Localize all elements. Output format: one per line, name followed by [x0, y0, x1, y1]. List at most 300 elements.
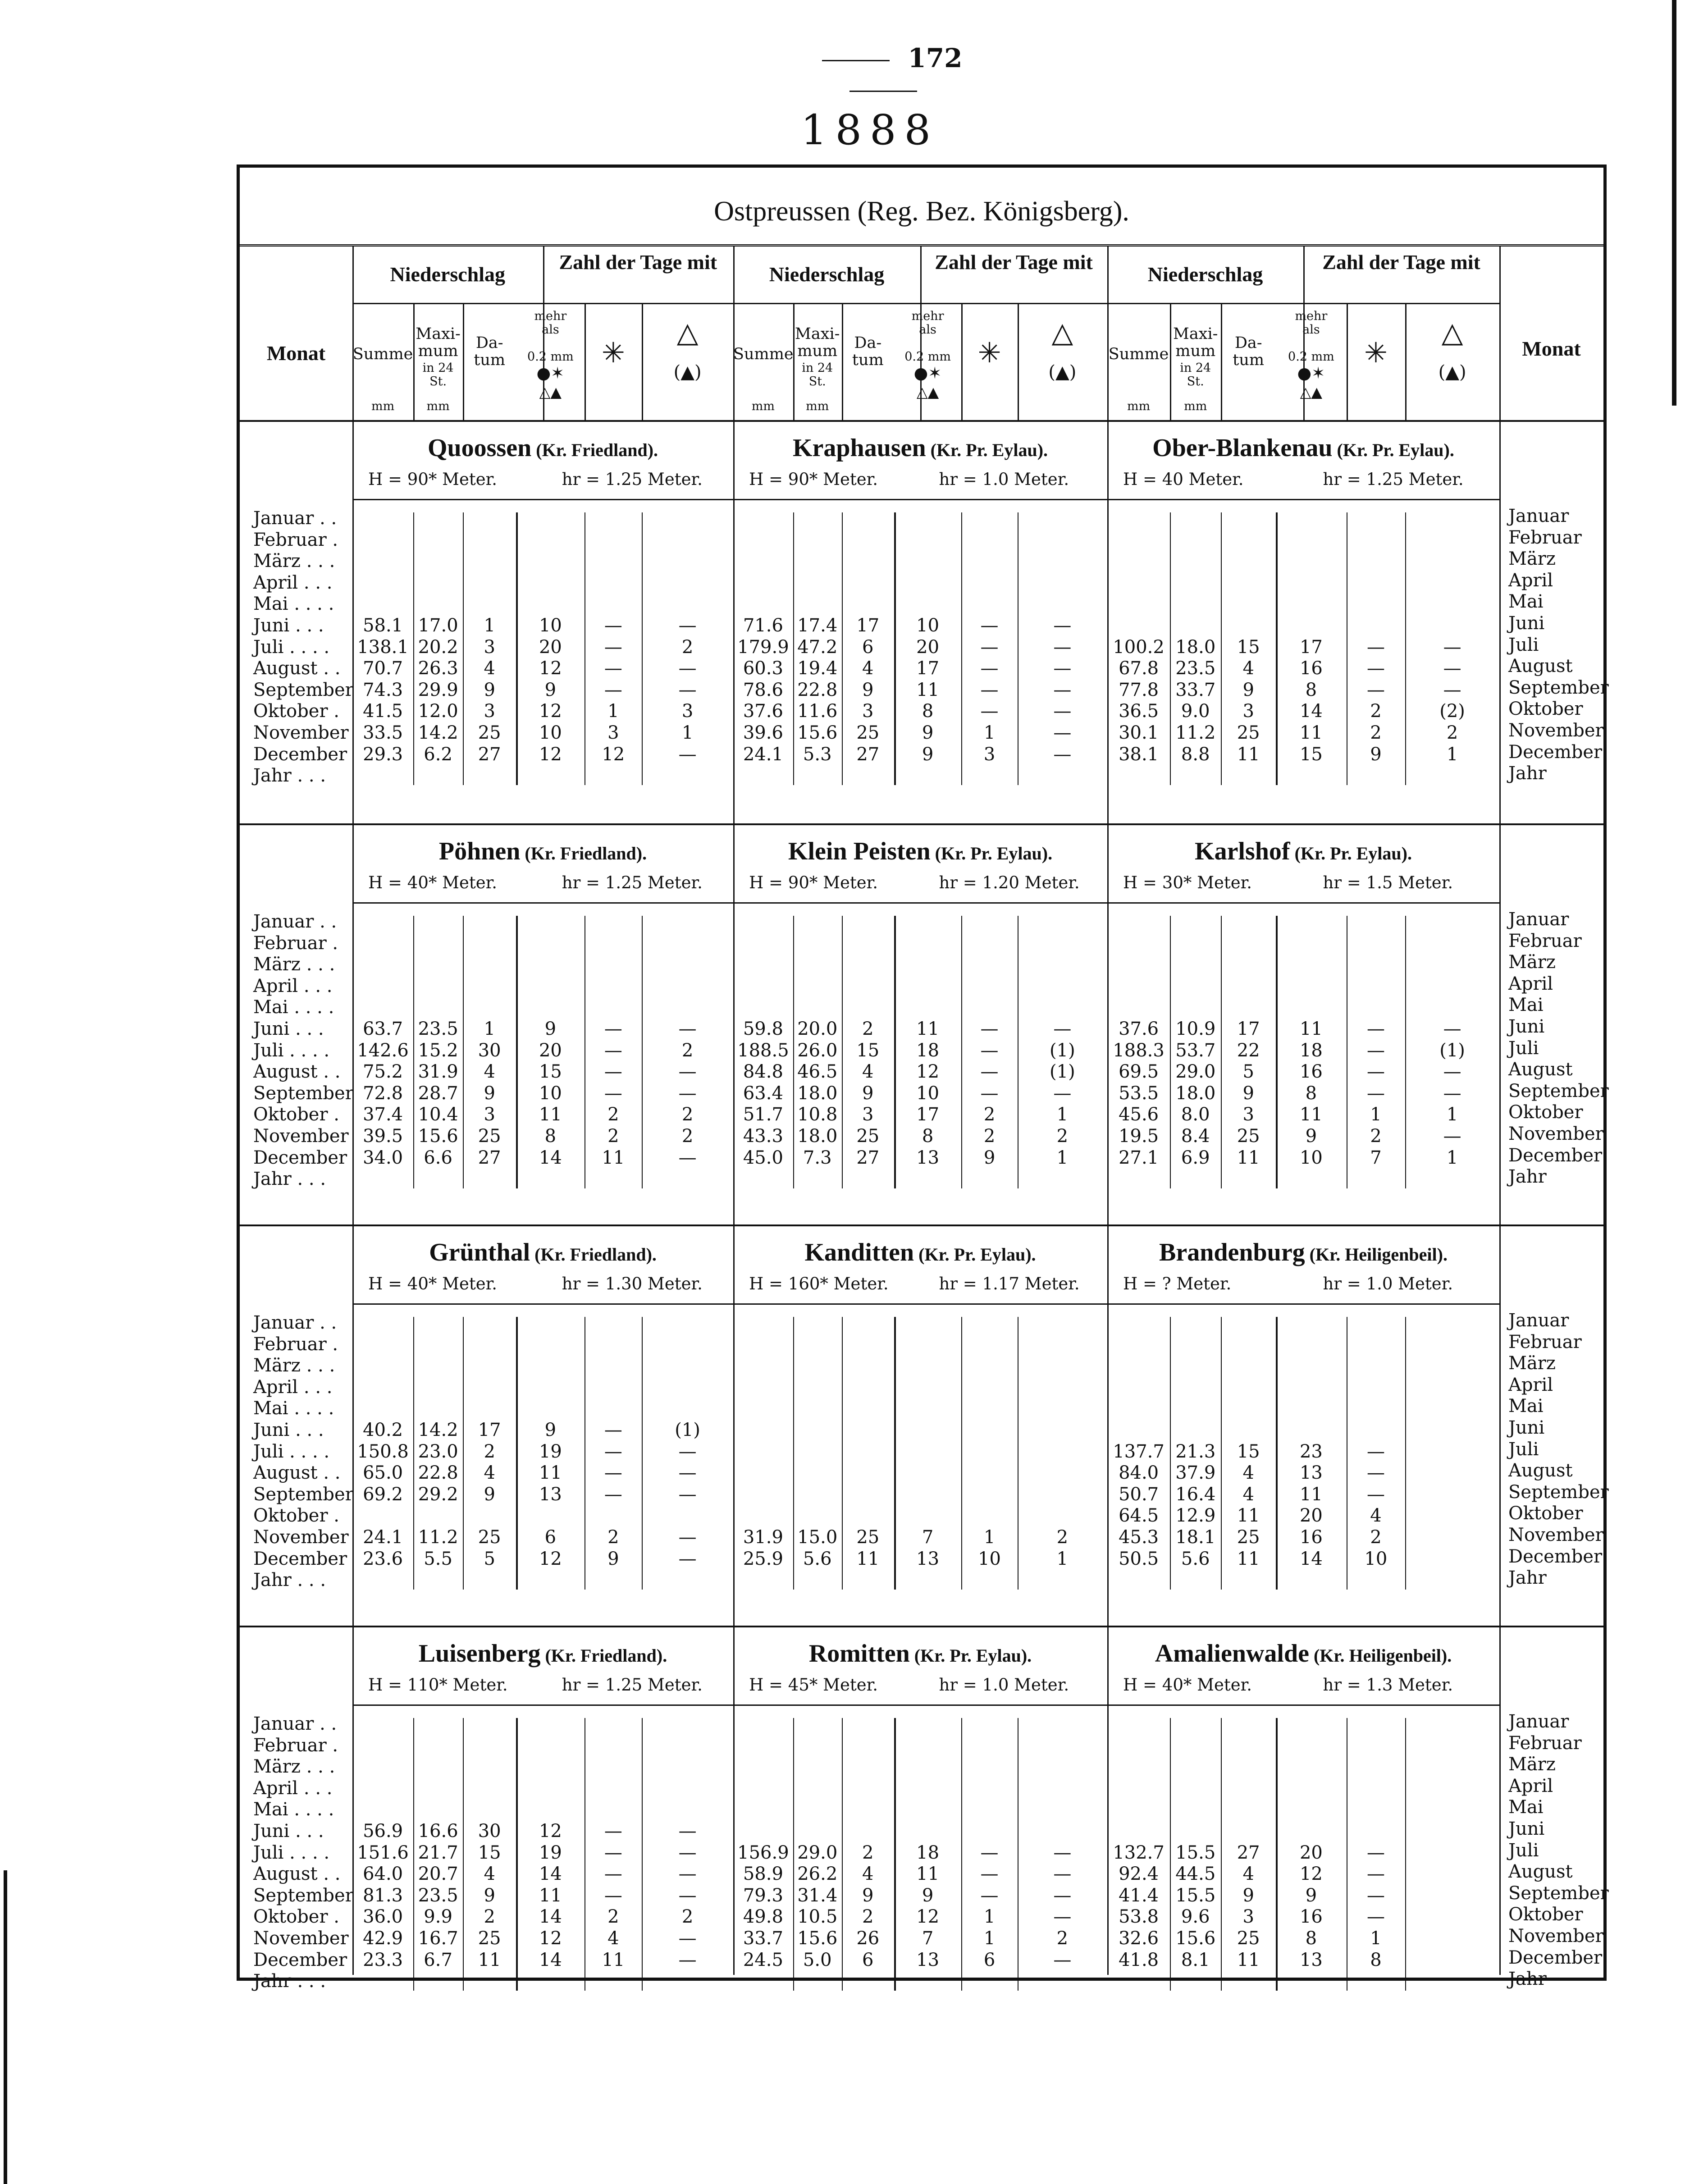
table-cell: 33.7: [1175, 679, 1216, 700]
table-cell: [1276, 1355, 1347, 1377]
table-cell: 41.5: [363, 701, 403, 722]
station-name: [352, 1238, 733, 1267]
table-cell: [1276, 1992, 1347, 2014]
month-label: November: [253, 1526, 349, 1548]
table-cell: 9: [484, 679, 495, 700]
table-cell: [1405, 1549, 1499, 1570]
table-cell: —: [1366, 1441, 1385, 1462]
table-cell: [842, 1570, 894, 1591]
table-cell: [733, 976, 793, 997]
table-cell: [894, 530, 961, 551]
table-cell: [1018, 997, 1107, 1019]
table-cell: —: [604, 1820, 622, 1841]
table-cell: 77.8: [1119, 679, 1159, 700]
table-cell: 22: [1237, 1040, 1260, 1061]
table-cell: 11: [856, 1548, 880, 1569]
station-kreis: [540, 1645, 545, 1666]
table-cell: [961, 933, 1018, 955]
summe-column: [733, 1312, 793, 1613]
table-cell: [1405, 976, 1499, 997]
table-cell: [352, 1355, 413, 1377]
table-cell: 1: [1446, 1104, 1458, 1125]
table-cell: [585, 1778, 642, 1800]
month-label: Mai: [1508, 995, 1544, 1016]
table-cell: [1107, 1591, 1170, 1613]
table-cell: [463, 933, 516, 955]
table-cell: 13: [916, 1949, 940, 1970]
table-cell: 15.6: [797, 1928, 838, 1949]
table-cell: [1276, 530, 1347, 551]
table-cell: [1221, 1398, 1276, 1420]
climate-table: [237, 164, 1609, 1992]
table-cell: [516, 1713, 585, 1735]
table-cell: —: [980, 679, 999, 700]
table-cell: 27.1: [1119, 1147, 1159, 1168]
table-cell: [1405, 911, 1499, 933]
table-cell: [1107, 572, 1170, 594]
table-cell: [642, 1355, 733, 1377]
table-cell: 15: [1299, 744, 1323, 765]
table-cell: [413, 1778, 463, 1800]
month-labels-right: [1508, 1711, 1609, 1990]
table-cell: [1405, 615, 1499, 637]
table-cell: —: [980, 658, 999, 679]
table-cell: (1): [1050, 1061, 1075, 1083]
table-cell: [352, 1505, 413, 1527]
table-cell: 31.9: [418, 1061, 458, 1083]
table-cell: 27: [478, 1147, 501, 1168]
table-cell: 2: [1056, 1928, 1069, 1949]
table-cell: 27: [856, 1147, 880, 1168]
table-cell: [1018, 508, 1107, 530]
table-cell: 156.9: [737, 1842, 789, 1863]
table-cell: 26.0: [797, 1040, 838, 1061]
station-title: Ober-Blankenau: [1152, 434, 1333, 462]
table-cell: [352, 911, 413, 933]
zahl-tage-header: Zahl der Tage mit: [559, 251, 717, 274]
mehr-als-header: mehr als: [534, 309, 567, 337]
table-cell: 9: [1305, 1885, 1317, 1906]
table-cell: 8.1: [1181, 1949, 1210, 1970]
rain-column: [894, 508, 961, 808]
station-kreis: (Kr. Pr. Eylau).: [914, 1645, 1032, 1666]
month-label: April . . .: [253, 572, 333, 593]
table-cell: [516, 1505, 585, 1527]
table-cell: 11: [916, 679, 940, 700]
table-cell: [1347, 551, 1406, 572]
table-cell: [842, 933, 894, 955]
table-cell: 60.3: [743, 658, 783, 679]
table-cell: 25.9: [743, 1548, 783, 1569]
rain-column: [1276, 508, 1347, 808]
month-label: April: [1508, 1775, 1553, 1796]
table-cell: [585, 1799, 642, 1821]
table-cell: 2: [1056, 1526, 1069, 1548]
table-cell: 25: [478, 1928, 501, 1949]
station-name: [1107, 1238, 1499, 1267]
station-height: H = 110* Meter.: [368, 1675, 508, 1695]
table-cell: [1170, 1570, 1221, 1591]
table-cell: 11: [539, 1104, 562, 1125]
table-cell: 3: [484, 636, 495, 658]
table-cell: 15: [1237, 636, 1260, 658]
table-cell: [463, 572, 516, 594]
table-cell: 3: [1242, 701, 1254, 722]
table-cell: [733, 997, 793, 1019]
table-cell: 8.0: [1181, 1104, 1210, 1125]
table-cell: [733, 1971, 793, 1992]
table-cell: [793, 911, 842, 933]
table-cell: [585, 530, 642, 551]
table-cell: 9: [607, 1548, 619, 1569]
table-cell: —: [1366, 1484, 1385, 1505]
table-cell: [1018, 1355, 1107, 1377]
table-cell: [642, 911, 733, 933]
table-cell: [463, 1778, 516, 1800]
table-cell: —: [1053, 1842, 1072, 1863]
table-cell: [352, 997, 413, 1019]
table-cell: [516, 787, 585, 809]
month-label: August: [1508, 656, 1573, 677]
table-cell: 20: [916, 636, 940, 658]
table-cell: [961, 551, 1018, 572]
table-cell: 3: [1242, 1104, 1254, 1125]
table-cell: 46.5: [797, 1061, 838, 1083]
station-kreis: [520, 843, 525, 864]
table-cell: [1347, 954, 1406, 976]
table-cell: 6: [862, 1949, 874, 1970]
table-cell: —: [980, 1842, 999, 1863]
table-cell: [1107, 1190, 1170, 1212]
table-cell: [1221, 1799, 1276, 1821]
table-cell: 31.4: [797, 1885, 838, 1906]
table-cell: [585, 997, 642, 1019]
month-label: Oktober: [1508, 1503, 1583, 1524]
table-cell: —: [604, 658, 622, 679]
table-cell: [352, 1377, 413, 1398]
table-cell: [1018, 1312, 1107, 1334]
table-cell: —: [678, 1928, 697, 1949]
table-cell: [733, 1441, 793, 1463]
table-cell: [1170, 1756, 1221, 1778]
table-cell: 78.6: [743, 679, 783, 700]
subheader-line: [1107, 303, 1499, 304]
table-cell: [894, 976, 961, 997]
table-cell: [894, 551, 961, 572]
table-cell: 25: [478, 1125, 501, 1147]
table-cell: [463, 1190, 516, 1212]
table-cell: [1405, 1735, 1499, 1757]
table-cell: [413, 1312, 463, 1334]
block-divider: [240, 823, 1603, 825]
table-cell: 132.7: [1113, 1842, 1165, 1863]
datum-header: Da- tum: [1233, 334, 1265, 369]
max-column: [413, 508, 463, 808]
table-cell: 38.1: [1119, 744, 1159, 765]
table-cell: [1170, 530, 1221, 551]
table-cell: [1405, 1713, 1499, 1735]
table-cell: [352, 1778, 413, 1800]
month-label: Februar: [1508, 1331, 1582, 1352]
table-cell: 2: [607, 1526, 619, 1548]
table-cell: [352, 954, 413, 976]
table-cell: [733, 594, 793, 615]
table-cell: 8.8: [1181, 744, 1210, 765]
month-label: Jahr . . .: [253, 1971, 326, 1992]
table-cell: [894, 954, 961, 976]
table-cell: 16.7: [418, 1928, 458, 1949]
table-cell: 23.0: [418, 1441, 458, 1462]
table-cell: [793, 572, 842, 594]
table-cell: —: [678, 1526, 697, 1548]
datum-column: [842, 1312, 894, 1613]
hail-paren-label: (▲): [1048, 362, 1077, 383]
table-cell: [1276, 1735, 1347, 1757]
table-cell: 12: [602, 744, 625, 765]
table-cell: [642, 1570, 733, 1591]
unit-mm: mm: [1127, 399, 1151, 413]
table-cell: 16.6: [418, 1820, 458, 1841]
table-cell: [585, 976, 642, 997]
table-cell: [1170, 1821, 1221, 1842]
table-cell: [1170, 594, 1221, 615]
month-label: Februar .: [253, 1735, 338, 1756]
table-cell: 5.0: [803, 1949, 832, 1970]
table-cell: 1: [607, 701, 619, 722]
table-cell: [1276, 976, 1347, 997]
table-cell: [961, 1398, 1018, 1420]
table-cell: [793, 1420, 842, 1441]
table-cell: 2: [1446, 722, 1458, 743]
hail-paren-label: (▲): [673, 362, 702, 383]
month-label: Juni: [1508, 1016, 1545, 1037]
table-cell: 29.9: [418, 679, 458, 700]
table-cell: [1221, 1713, 1276, 1735]
table-cell: [961, 1462, 1018, 1484]
table-cell: 8: [922, 701, 934, 722]
table-cell: [1405, 997, 1499, 1019]
station-kreis: [1290, 843, 1295, 864]
month-label: Juni . . .: [253, 1018, 324, 1039]
snowflake-icon: ✳: [1364, 336, 1388, 369]
table-cell: 9: [1242, 1083, 1254, 1104]
month-label: November: [253, 1125, 349, 1147]
table-cell: [516, 1377, 585, 1398]
table-cell: [516, 508, 585, 530]
table-cell: 4: [484, 658, 495, 679]
station-name: [1107, 434, 1499, 462]
table-cell: [413, 1735, 463, 1757]
table-cell: 9: [922, 1885, 934, 1906]
table-cell: —: [678, 1842, 697, 1863]
month-label: December: [1508, 1546, 1603, 1567]
table-cell: 5.5: [424, 1548, 452, 1569]
hail-triangles-icon: △▲: [916, 384, 939, 401]
table-cell: [1405, 1190, 1499, 1212]
table-cell: [1018, 911, 1107, 933]
table-cell: 9.9: [424, 1906, 452, 1928]
table-cell: [1276, 572, 1347, 594]
table-cell: 16: [1299, 1526, 1323, 1548]
table-cell: [894, 1462, 961, 1484]
table-cell: 13: [539, 1484, 562, 1505]
month-label: April: [1508, 973, 1553, 994]
table-cell: 4: [862, 658, 874, 679]
table-cell: [842, 1190, 894, 1212]
station-title: Pöhnen: [438, 837, 521, 865]
table-cell: [1405, 1778, 1499, 1800]
table-cell: 10.5: [797, 1906, 838, 1928]
table-cell: [585, 1377, 642, 1398]
table-cell: 65.0: [363, 1462, 403, 1484]
table-cell: [1405, 1169, 1499, 1190]
table-cell: 23.3: [363, 1949, 403, 1970]
table-cell: 45.0: [743, 1147, 783, 1168]
subheader-line: [733, 303, 1107, 304]
table-cell: —: [678, 1548, 697, 1569]
table-cell: [1018, 1971, 1107, 1992]
table-cell: 1: [1446, 744, 1458, 765]
table-cell: [463, 911, 516, 933]
table-cell: 11: [1299, 1484, 1323, 1505]
month-label: Januar . .: [253, 1713, 337, 1734]
summe-column: [1107, 911, 1170, 1211]
table-cell: 84.0: [1119, 1462, 1159, 1484]
table-cell: 71.6: [743, 615, 783, 636]
table-cell: 19.5: [1119, 1125, 1159, 1147]
table-cell: 1: [1056, 1548, 1069, 1569]
month-label: December: [1508, 741, 1603, 763]
table-cell: [1221, 594, 1276, 615]
table-cell: (1): [675, 1419, 700, 1440]
table-cell: 14: [539, 1147, 562, 1168]
table-cell: [1276, 1756, 1347, 1778]
table-cell: [585, 1169, 642, 1190]
in24-label: in 24 St.: [1180, 361, 1211, 388]
summe-column: [1107, 508, 1170, 808]
table-cell: [1107, 1169, 1170, 1190]
table-cell: 15.6: [1175, 1928, 1216, 1949]
table-cell: [961, 1591, 1018, 1613]
station-title: Amalienwalde: [1155, 1640, 1309, 1668]
table-cell: [1347, 933, 1406, 955]
table-cell: [1221, 1591, 1276, 1613]
table-cell: 3: [983, 744, 996, 765]
max-column: [1170, 508, 1221, 808]
table-cell: [413, 594, 463, 615]
table-cell: [1170, 508, 1221, 530]
table-cell: [585, 1756, 642, 1778]
table-cell: [793, 1778, 842, 1800]
table-cell: —: [1053, 1885, 1072, 1906]
station-kreis: (Kr. Pr. Eylau).: [935, 843, 1053, 864]
table-cell: [1221, 530, 1276, 551]
table-cell: —: [678, 1083, 697, 1104]
table-cell: [1107, 1971, 1170, 1992]
table-cell: 24.5: [743, 1949, 783, 1970]
table-cell: [793, 551, 842, 572]
table-cell: [463, 1799, 516, 1821]
table-cell: —: [1443, 636, 1461, 658]
table-cell: [1405, 1398, 1499, 1420]
unit-mm: mm: [371, 399, 395, 413]
table-cell: [1405, 1821, 1499, 1842]
table-cell: [463, 1591, 516, 1613]
rain-column: [894, 911, 961, 1211]
station-title: Karlshof: [1195, 837, 1290, 865]
table-cell: 9: [862, 1083, 874, 1104]
table-cell: 9: [484, 1083, 495, 1104]
snow-column: [961, 911, 1018, 1211]
table-cell: 6.2: [424, 744, 452, 765]
table-cell: —: [1366, 658, 1385, 679]
table-cell: [642, 1735, 733, 1757]
table-cell: [463, 1355, 516, 1377]
table-cell: 15.6: [418, 1125, 458, 1147]
table-cell: [961, 765, 1018, 787]
table-cell: [842, 954, 894, 976]
table-cell: [894, 1169, 961, 1190]
table-cell: 9: [862, 679, 874, 700]
table-cell: [1405, 1591, 1499, 1613]
table-cell: 49.8: [743, 1906, 783, 1928]
table-cell: [1405, 1842, 1499, 1864]
table-cell: [1347, 1190, 1406, 1212]
table-cell: [352, 787, 413, 809]
table-cell: [1170, 1355, 1221, 1377]
threshold-label: 0.2 mm: [904, 350, 951, 364]
table-cell: 17: [478, 1419, 501, 1440]
table-cell: [1170, 1334, 1221, 1356]
table-cell: [733, 530, 793, 551]
table-cell: [1276, 1570, 1347, 1591]
table-cell: [793, 508, 842, 530]
table-cell: —: [1443, 1125, 1461, 1147]
table-cell: [1276, 1799, 1347, 1821]
table-cell: [1018, 1441, 1107, 1463]
table-cell: [413, 508, 463, 530]
station-gauge-height: hr = 1.0 Meter.: [939, 470, 1069, 489]
table-cell: 15.0: [797, 1526, 838, 1548]
table-cell: [642, 1505, 733, 1527]
table-cell: [733, 1398, 793, 1420]
table-cell: [516, 1992, 585, 2014]
table-cell: 9: [544, 679, 557, 700]
table-cell: [793, 787, 842, 809]
table-cell: —: [678, 615, 697, 636]
month-label: Juni . . .: [253, 1820, 324, 1841]
datum-header: Da- tum: [474, 334, 506, 369]
table-cell: 1: [484, 615, 495, 636]
month-label: December: [253, 1949, 347, 1970]
month-label: März . . .: [253, 954, 335, 975]
table-cell: [642, 1398, 733, 1420]
table-cell: [1018, 1713, 1107, 1735]
table-cell: [1405, 1864, 1499, 1885]
major-vline: [1499, 247, 1501, 1975]
table-cell: 20.7: [418, 1864, 458, 1885]
month-label: März: [1508, 1353, 1556, 1374]
table-cell: [1107, 1334, 1170, 1356]
table-cell: [1018, 1334, 1107, 1356]
station-kreis: [1305, 1244, 1310, 1265]
table-cell: —: [1443, 1061, 1461, 1083]
table-cell: 3: [862, 701, 874, 722]
table-cell: [961, 1713, 1018, 1735]
subheader-line: [352, 303, 733, 304]
table-cell: 12: [539, 658, 562, 679]
table-cell: [1170, 976, 1221, 997]
